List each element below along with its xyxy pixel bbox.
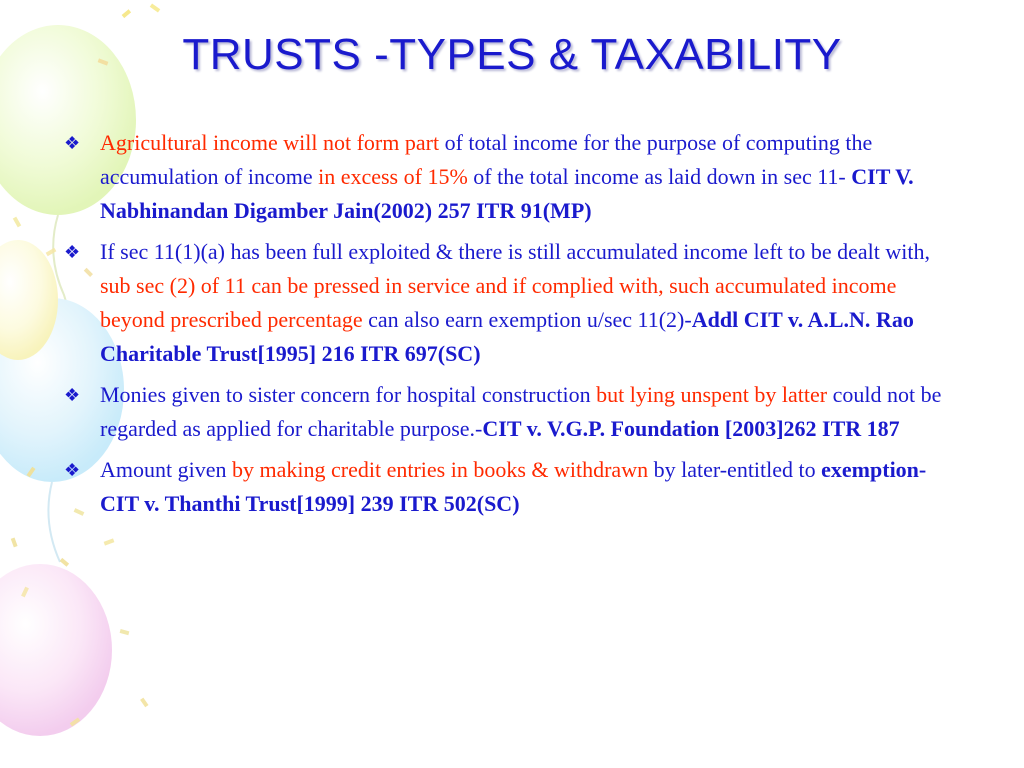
body-text: Monies given to sister concern for hospital construction xyxy=(100,382,597,407)
body-text: of total income for the purpose of computing the accumulation of income xyxy=(100,130,873,189)
bullet-item xyxy=(64,378,954,446)
bullet-item xyxy=(64,453,954,521)
bullet-list xyxy=(64,126,954,528)
body-text: could not be regarded as applied for charitable purpose.- xyxy=(100,382,942,441)
slide-title: TRUSTS -TYPES & TAXABILITY xyxy=(182,30,842,79)
body-text: can also earn exemption u/sec 11(2)- xyxy=(362,307,692,332)
bullet-text xyxy=(100,453,954,521)
bullet-item xyxy=(64,126,954,228)
bullet-text xyxy=(100,235,954,371)
body-text: If sec 11(1)(a) has been full exploited & there is still accumulated income left to be dealt with, xyxy=(100,239,931,264)
pink-balloon xyxy=(0,564,112,736)
bullet-text xyxy=(100,126,954,228)
bullet-text xyxy=(100,378,954,446)
diamond-bullet-icon: ❖ xyxy=(64,385,81,405)
body-text: Amount given xyxy=(100,457,232,482)
diamond-bullet-icon: ❖ xyxy=(64,242,81,262)
body-text: by later-entitled to xyxy=(648,457,822,482)
emphasis-text: by making credit entries in books & withdrawn xyxy=(232,457,649,482)
case-citation: CIT V. Nabhinandan Digamber Jain(2002) 257 ITR 91(MP) xyxy=(100,164,914,223)
case-citation: Addl CIT v. A.L.N. Rao Charitable Trust[1995] 216 ITR 697(SC) xyxy=(100,307,914,366)
emphasis-text: sub sec (2) of 11 can be pressed in service and if complied with, such accumulated income beyond prescribed percentage xyxy=(100,273,897,332)
case-citation: exemption-CIT v. Thanthi Trust[1999] 239 ITR 502(SC) xyxy=(100,457,927,516)
diamond-bullet-icon: ❖ xyxy=(64,460,81,480)
bullet-item xyxy=(64,235,954,371)
emphasis-text: Agricultural income will not form part xyxy=(100,130,440,155)
case-citation: CIT v. V.G.P. Foundation [2003]262 ITR 187 xyxy=(482,416,900,441)
diamond-bullet-icon: ❖ xyxy=(64,133,81,153)
emphasis-text: but lying unspent by latter xyxy=(596,382,828,407)
emphasis-text: in excess of 15% xyxy=(318,164,468,189)
body-text: of the total income as laid down in sec 11- xyxy=(467,164,852,189)
